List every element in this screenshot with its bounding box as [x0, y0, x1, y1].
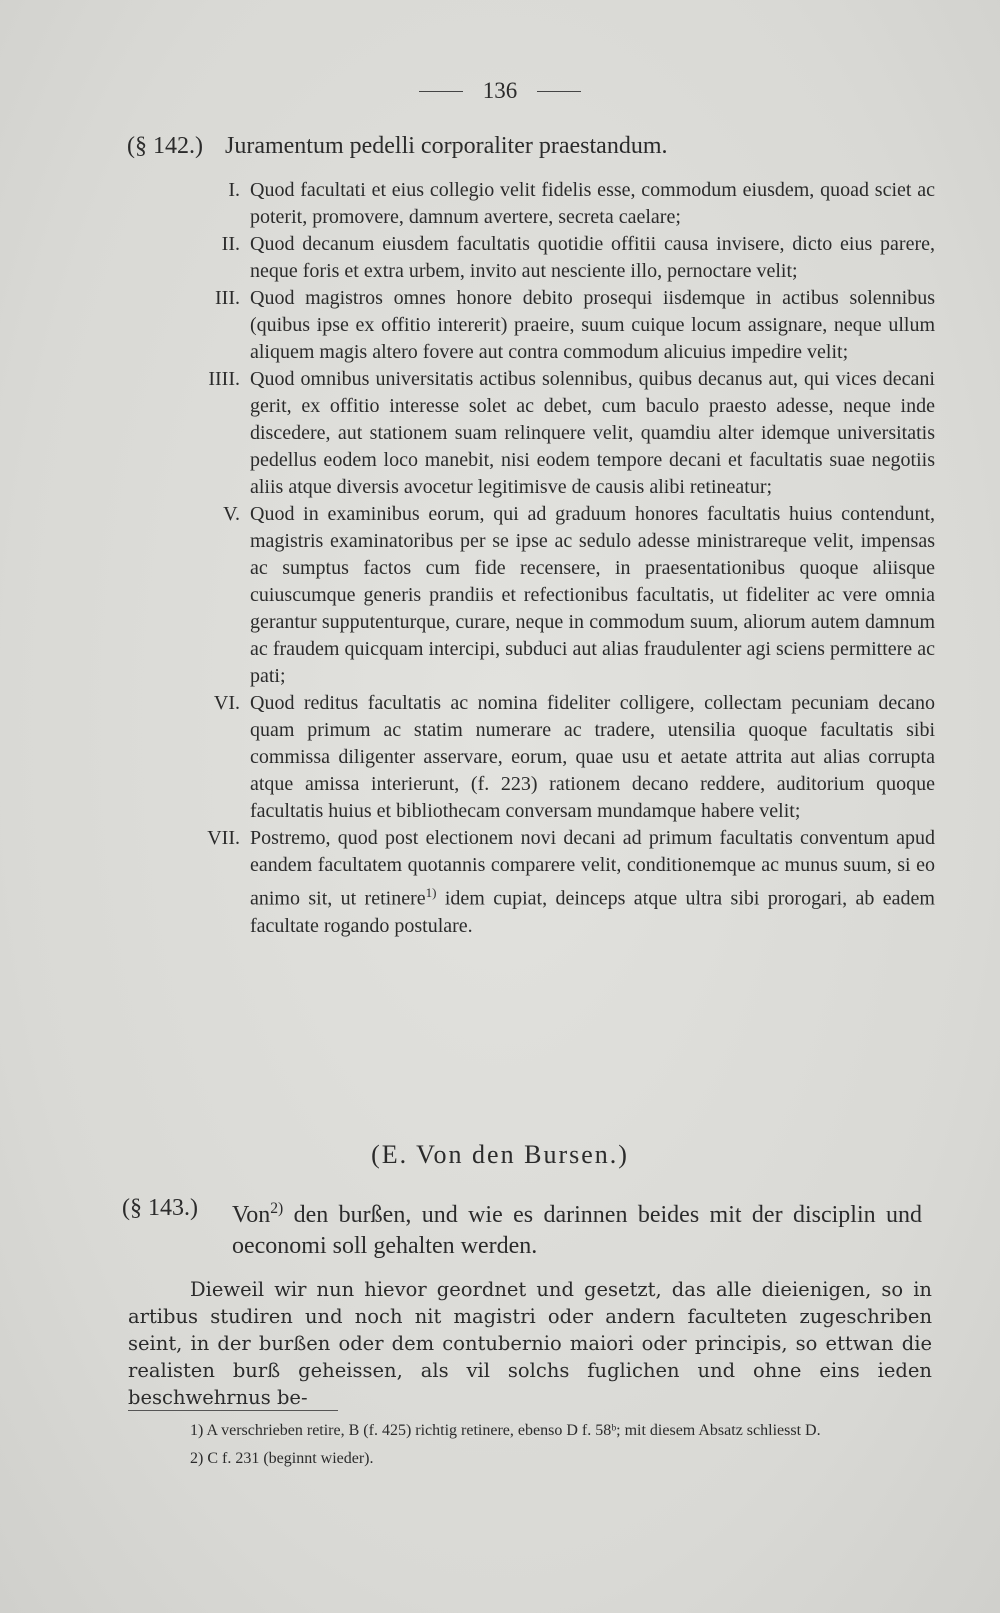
item-text: Quod omnibus universitatis actibus solennibus, quibus decanus aut, qui vices decani gerit, ex offitio interesse solet ac debet, cum baculo praesto adesse, neque inde discedere, aut stationem suam relinquere velit, quamdiu alter idemque universitatis pedellus eodem loco manebit, nisi eodem tempore decani et facultatis suae negotiis aliis atque diversis avocetur legitimisve de causis alibi retineatur; — [250, 368, 935, 498]
section-142-heading — [127, 133, 927, 160]
section-number: (§ 142.) — [127, 133, 203, 159]
item-text-start: Postremo, quod post electionem novi decani ad primum facultatis conventum apud eandem facultatem quotannis comparere velit, conditionemque ac munus suum, si eo animo sit, ut retinere — [250, 827, 935, 910]
item-numeral: I. — [228, 179, 240, 201]
footnote-mark: 2) — [190, 1450, 204, 1467]
footnotes — [125, 1420, 933, 1470]
item-text — [250, 825, 935, 940]
footnote-reference: 1) — [425, 885, 437, 900]
subsection-title: (E. Von den Bursen.) — [371, 1140, 629, 1169]
list-item — [140, 177, 935, 231]
section-title — [232, 1193, 922, 1262]
item-numeral: V. — [223, 503, 240, 525]
section-title: Juramentum pedelli corporaliter praestandum. — [224, 133, 668, 159]
footnote-mark: 1) — [190, 1422, 204, 1439]
page-number: 136 — [482, 78, 518, 103]
footnote — [125, 1420, 933, 1442]
section-title-start: Von — [232, 1202, 271, 1228]
item-numeral: III. — [215, 287, 240, 309]
item-text: Quod decanum eiusdem facultatis quotidie offitii causa invisere, dicto eius parere, neque foris et extra urbem, invito aut nesciente illo, pernoctare velit; — [250, 233, 935, 282]
list-item — [140, 231, 935, 285]
footnote-divider — [128, 1410, 338, 1411]
page-number-rule-left — [419, 91, 463, 92]
section-143-heading — [122, 1193, 932, 1262]
list-item — [140, 501, 935, 690]
item-numeral: VI. — [213, 692, 240, 714]
footnote-text: C f. 231 (beginnt wieder). — [207, 1450, 374, 1467]
section-number: (§ 143.) — [122, 1195, 198, 1221]
oath-items-list — [140, 177, 935, 940]
page-number-line — [0, 78, 1000, 104]
item-text: Quod reditus facultatis ac nomina fideliter colligere, collectam pecuniam decano quam primum ac statim numerare ac tradere, utensilia quoque facultatis sibi commissa diligenter asservare, eorum, quae usu et aetate attrita aut alias corrupta atque amissa interierunt, (f. 223) rationem decano reddere, auditorium quoque facultatis huius et bibliothecam conversam mundamque habere velit; — [250, 692, 935, 822]
body-paragraph: Dieweil wir nun hievor geordnet und gesetzt, das alle dieienigen, so in artibus studiren und noch nit magistri oder andern faculteten zugeschriben seint, in der burßen oder dem contubernio maiori oder principis, so ettwan die realisten burß geheissen, als vil solchs fuglichen und ohne eins ieden beschwehrnus be- — [128, 1278, 932, 1409]
list-item — [140, 285, 935, 366]
item-numeral: VII. — [207, 827, 240, 849]
footnote-text: A verschrieben retire, B (f. 425) richtig retinere, ebenso D f. 58ᵇ; mit diesem Absatz schliesst D. — [206, 1422, 821, 1439]
item-text: Quod facultati et eius collegio velit fidelis esse, commodum eiusdem, quoad sciet ac poterit, promovere, damnum avertere, secreta caelare; — [250, 179, 935, 228]
item-numeral: IIII. — [208, 368, 240, 390]
list-item — [140, 366, 935, 501]
page-number-rule-right — [537, 91, 581, 92]
section-title-end: den burßen, und wie es darinnen beides mit der disciplin und oeconomi soll gehalten werden. — [232, 1202, 922, 1259]
footnote — [125, 1448, 933, 1470]
list-item — [140, 825, 935, 940]
item-text: Quod in examinibus eorum, qui ad graduum honores facultatis huius contendunt, magistris examinatoribus per se ipse ac sedulo adesse ministrareque velit, impensas ac sumptus factos cum fide recensere, in praesentationibus quoque aliisque cuiuscumque generis prandiis et refectionibus facultatis, ut fideliter ac vere omnia gerantur supputenturque, curare, neque in commodum suum, aliorum autem damnum ac fraudem quicquam intercipi, subduci aut alias fraudulenter agi sciens permittere ac pati; — [250, 503, 935, 687]
list-item — [140, 690, 935, 825]
item-text-end: idem cupiat, deinceps atque ultra sibi prorogari, ab eadem facultate rogando postulare. — [250, 887, 935, 937]
item-text: Quod magistros omnes honore debito prosequi iisdemque in actibus solennibus (quibus ipse ex offitio intererit) praeire, suum cuique locum assignare, neque ullum aliquem magis altero fovere aut contra commodum alicuius impedire velit; — [250, 287, 935, 363]
item-numeral: II. — [221, 233, 240, 255]
footnote-reference: 2) — [270, 1200, 284, 1217]
